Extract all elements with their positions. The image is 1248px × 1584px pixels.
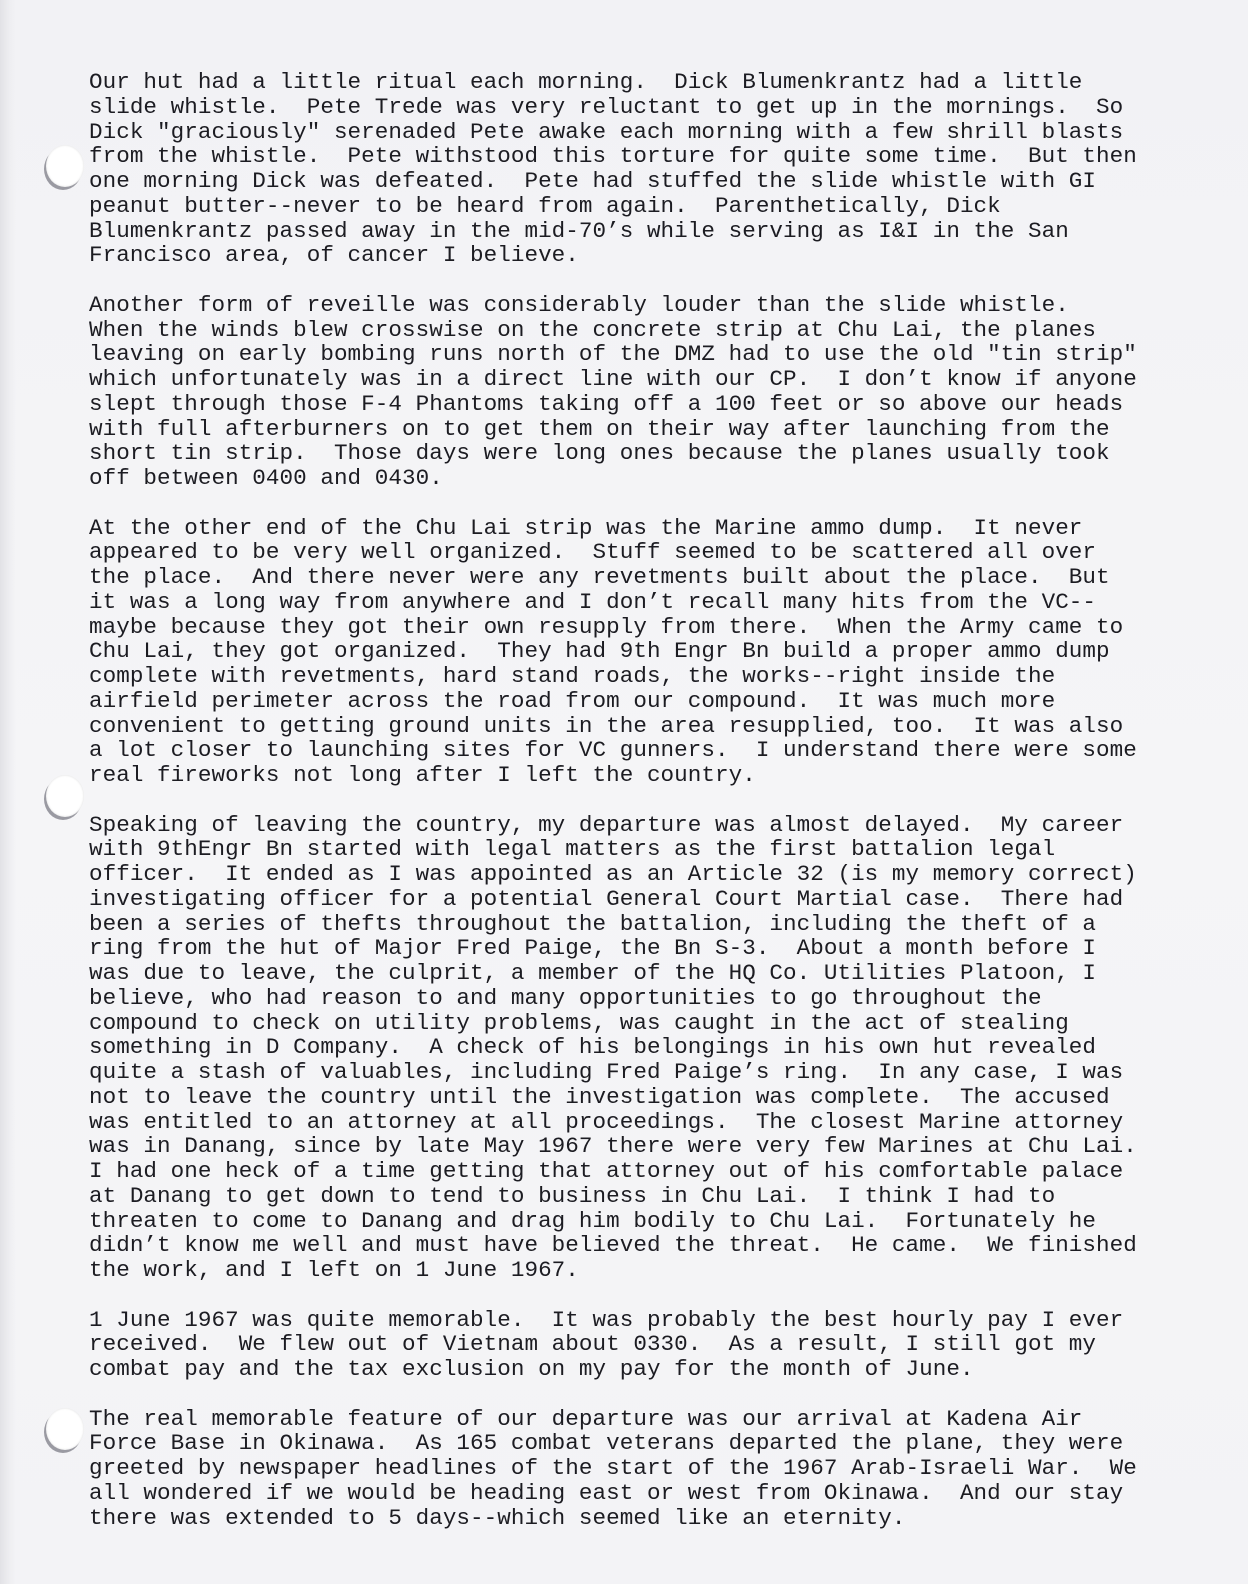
paragraph-morning-ritual: Our hut had a little ritual each morning. Dick Blumenkrantz had a little slide whistle. Pete Trede was very reluctant to get up in the mornings. So Dick "graciously" serenaded Pete awake each morning with a few shrill blasts from the whistle. Pete withstood this torture for quite some time. But then one morning Dick was defeated. Pete had stuffed the slide whistle with GI peanut butter--never to be heard from again. Parenthetically, Dick Blumenkrantz passed away in the mid-70’s while serving as I&I in the San Francisco area, of cancer I believe. [89,69,1137,269]
paragraph-june-1967: 1 June 1967 was quite memorable. It was probably the best hourly pay I ever received. We flew out of Vietnam about 0330. As a result, I still got my combat pay and the tax exclusion on my pay for the month of June. [89,1306,1124,1382]
document-body [89,70,1239,1555]
punch-hole-bottom [46,1408,84,1450]
paragraph-reveille: Another form of reveille was considerably louder than the slide whistle. When the winds blew crosswise on the concrete strip at Chu Lai, the planes leaving on early bombing runs north of the DMZ had to use the old "tin strip" which unfortunately was in a direct line with our CP. I don’t know if anyone slept through those F-4 Phantoms taking off a 100 feet or so above our heads with full afterburners on to get them on their way after launching from the short tin strip. Those days were long ones because the planes usually took off between 0400 and 0430. [89,291,1137,491]
punch-hole-middle [46,775,84,817]
paragraph-kadena-arrival: The real memorable feature of our departure was our arrival at Kadena Air Force Base in Okinawa. As 165 combat veterans departed the plane, they were greeted by newspaper headlines of the start of the 1967 Arab-Israeli War. We all wondered if we would be heading east or west from Okinawa. And our stay there was extended to 5 days--which seemed like an eternity. [89,1405,1137,1531]
paragraph-departure-delay: Speaking of leaving the country, my departure was almost delayed. My career with 9thEngr Bn started with legal matters as the first battalion legal officer. It ended as I was appointed as an Article 32 (is my memory correct) investigating officer for a potential General Court Martial case. There had been a series of thefts throughout the battalion, including the theft of a ring from the hut of Major Fred Paige, the Bn S-3. About a month before I was due to leave, the culprit, a member of the HQ Co. Utilities Platoon, I believe, who had reason to and many opportunities to go throughout the compound to check on utility problems, was caught in the act of stealing something in D Company. A check of his belongings in his own hut revealed quite a stash of valuables, including Fred Paige’s ring. In any case, I was not to leave the country until the investigation was complete. The accused was entitled to an attorney at all proceedings. The closest Marine attorney was in Danang, since by late May 1967 there were very few Marines at Chu Lai. I had one heck of a time getting that attorney out of his comfortable palace at Danang to get down to tend to business in Chu Lai. I think I had to threaten to come to Danang and drag him bodily to Chu Lai. Fortunately he didn’t know me well and must have believed the threat. He came. We finished the work, and I left on 1 June 1967. [89,811,1137,1283]
paragraph-ammo-dump: At the other end of the Chu Lai strip was the Marine ammo dump. It never appeared to be very well organized. Stuff seemed to be scattered all over the place. And there never were any revetments built about the place. But it was a long way from anywhere and I don’t recall many hits from the VC-- maybe because they got their own resupply from there. When the Army came to Chu Lai, they got organized. They had 9th Engr Bn build a proper ammo dump complete with revetments, hard stand roads, the works--right inside the airfield perimeter across the road from our compound. It was much more convenient to getting ground units in the area resupplied, too. It was also a lot closer to launching sites for VC gunners. I understand there were some real fireworks not long after I left the country. [89,514,1137,788]
punch-hole-top [46,145,84,187]
page-edge-shadow [0,0,16,1584]
